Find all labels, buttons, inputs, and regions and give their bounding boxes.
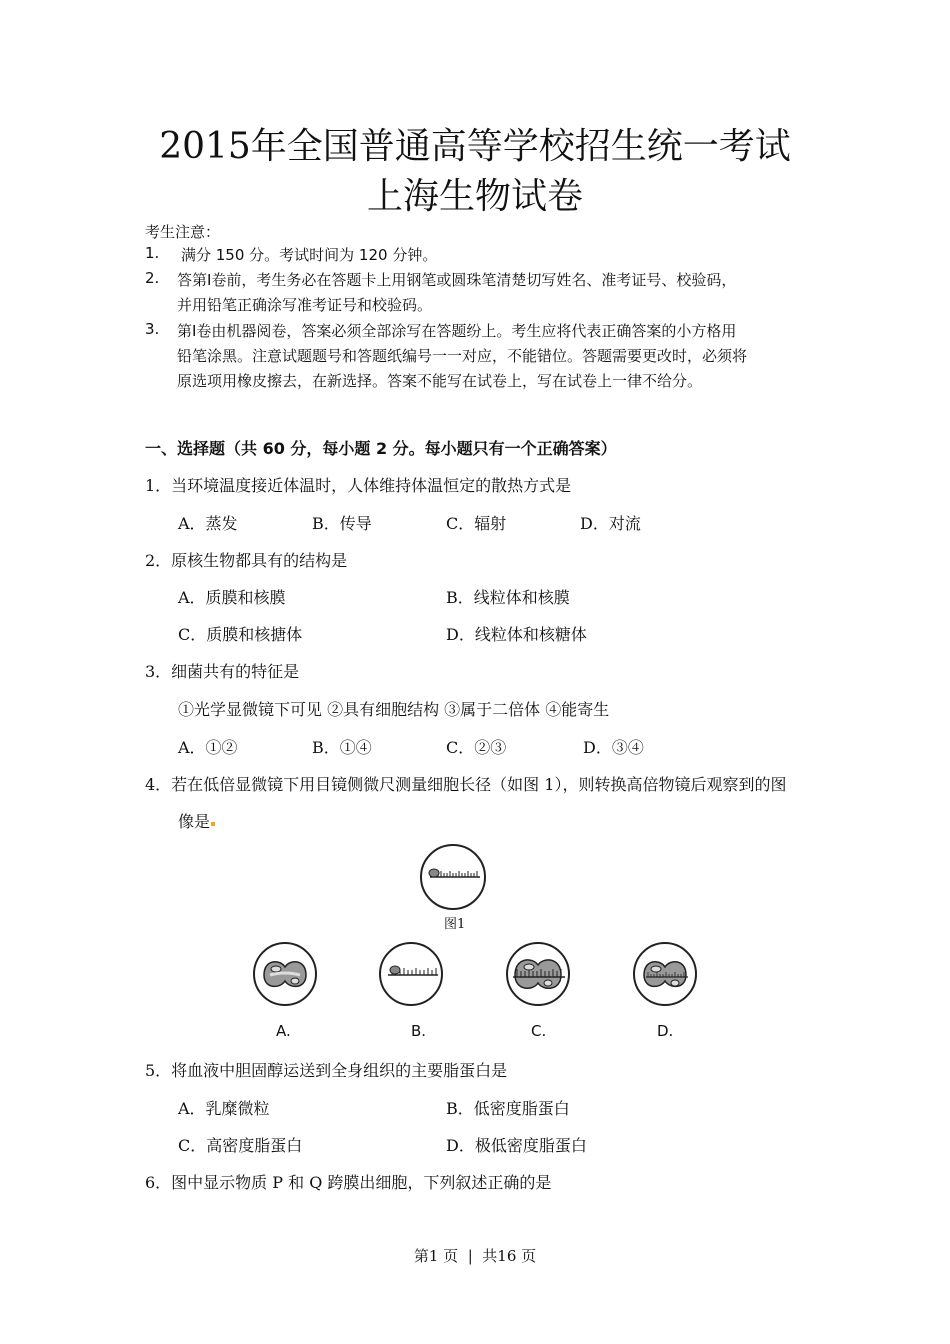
notes-item-number: 3. xyxy=(145,320,160,338)
figure-option-label-b: B. xyxy=(411,1022,427,1040)
notes-item-text: 第Ⅰ卷由机器阅卷，答案必须全部涂写在答题纷上。考生应将代表正确答案的小方格用 xyxy=(177,322,737,340)
question-5-option-a: A．乳糜微粒 xyxy=(178,1099,270,1118)
question-2-stem: 2．原核生物都具有的结构是 xyxy=(145,551,348,570)
question-1-option-b: B．传导 xyxy=(312,514,372,533)
marker-dot xyxy=(211,822,215,826)
question-3-option-c: C．②③ xyxy=(446,738,507,757)
notes-item-text: 铅笔涂黑。注意试题题号和答题纸编号一一对应，不能错位。答题需要更改时，必须将 xyxy=(177,347,748,365)
option-c-microscope-view-icon xyxy=(505,941,571,1007)
option-d-microscope-view-icon xyxy=(632,941,698,1007)
figure-option-label-d: D. xyxy=(657,1022,674,1040)
question-2-option-a: A．质膜和核膜 xyxy=(178,588,286,607)
figure-option-label-c: C. xyxy=(531,1022,547,1040)
question-2-option-d: D．线粒体和核糖体 xyxy=(446,625,587,644)
question-5-option-c: C．高密度脂蛋白 xyxy=(178,1136,303,1155)
figure-1-eyepiece-icon xyxy=(418,842,488,912)
question-6-stem: 6．图中显示物质 P 和 Q 跨膜出细胞，下列叙述正确的是 xyxy=(145,1173,552,1192)
question-2-option-c: C．质膜和核搪体 xyxy=(178,625,303,644)
question-3-statements: ①光学显微镜下可见 ②具有细胞结构 ③属于二倍体 ④能寄生 xyxy=(178,700,610,719)
notes-item-text: 满分 150 分。考试时间为 120 分钟。 xyxy=(181,246,438,264)
question-3-option-d: D．③④ xyxy=(583,738,644,757)
question-1-option-d: D．对流 xyxy=(580,514,641,533)
option-b-microscope-view-icon xyxy=(378,941,444,1007)
question-5-stem: 5．将血液中胆固醇运送到全身组织的主要脂蛋白是 xyxy=(145,1061,508,1080)
figure-option-label-a: A. xyxy=(276,1022,291,1040)
notes-item-text: 答第Ⅰ卷前，考生务必在答题卡上用钢笔或圆珠笔清楚切写姓名、准考证号、校验码， xyxy=(177,271,737,289)
question-4-stem-line1: 4．若在低倍显微镜下用目镜侧微尺测量细胞长径（如图 1），则转换高倍物镜后观察到的图 xyxy=(145,775,787,794)
option-a-microscope-view-icon xyxy=(252,941,318,1007)
notes-item-number: 1. xyxy=(145,244,160,262)
page-footer: 第1 页 | 共16 页 xyxy=(413,1247,537,1265)
question-3-option-b: B．①④ xyxy=(312,738,372,757)
question-1-option-a: A．蒸发 xyxy=(178,514,238,533)
exam-title-line2: 上海生物试卷 xyxy=(366,176,583,217)
notes-item-text: 并用铅笔正确涂写准考证号和校验码。 xyxy=(177,296,433,314)
question-5-option-d: D．极低密度脂蛋白 xyxy=(446,1136,587,1155)
question-3-option-a: A．①② xyxy=(178,738,238,757)
question-1-option-c: C．辐射 xyxy=(446,514,507,533)
notes-item-text: 原选项用橡皮擦去，在新选择。答案不能写在试卷上，写在试卷上一律不给分。 xyxy=(177,372,703,390)
section-heading: 一、选择题（共 60 分，每小题 2 分。每小题只有一个正确答案） xyxy=(145,439,617,458)
exam-title-line1: 2015年全国普通高等学校招生统一考试 xyxy=(159,126,791,167)
question-5-option-b: B．低密度脂蛋白 xyxy=(446,1099,570,1118)
notes-item-number: 2. xyxy=(145,269,160,287)
question-2-option-b: B．线粒体和核膜 xyxy=(446,588,570,607)
notes-heading: 考生注意： xyxy=(145,223,221,241)
question-1-stem: 1．当环境温度接近体温时，人体维持体温恒定的散热方式是 xyxy=(145,476,572,495)
figure-1-caption: 图1 xyxy=(444,917,466,932)
question-4-stem-line2: 像是 xyxy=(178,812,211,831)
question-3-stem: 3．细菌共有的特征是 xyxy=(145,662,300,681)
